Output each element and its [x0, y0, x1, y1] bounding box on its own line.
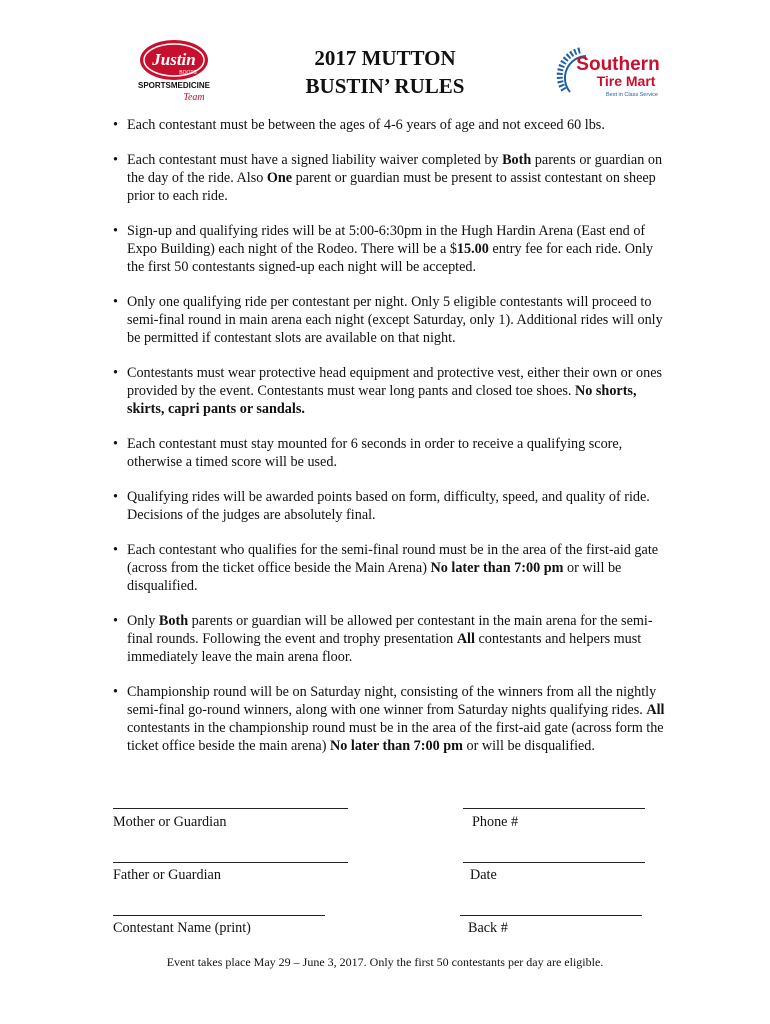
logo-tagline: Best in Class Service [606, 92, 658, 98]
rule-item [113, 612, 673, 666]
rule-text: Each contestant who qualifies for the semi-final round must be in the area of the first-aid gate (across from the ticket office beside the Main Arena) [127, 542, 659, 576]
logo-sub: BOOTS [179, 70, 197, 76]
back-number-label: Back # [468, 920, 508, 936]
rule-text: contestants and helpers must immediately leave the main arena floor. [127, 631, 642, 665]
logo-tire-mart: Tire Mart [596, 73, 656, 89]
mother-signature-line[interactable] [113, 808, 348, 809]
bullet-icon: • [113, 613, 118, 629]
southern-tire-mart-logo [542, 42, 674, 102]
bullet-icon: • [113, 436, 118, 452]
rule-item [113, 151, 673, 205]
rule-item [113, 116, 673, 134]
contestant-name-line[interactable] [113, 915, 325, 916]
rule-text: or will be disqualified. [127, 560, 622, 594]
rule-emphasis: Both [502, 152, 532, 168]
footer-note: Event takes place May 29 – June 3, 2017. Only the first 50 contestants per day are eligible. [166, 955, 604, 969]
logo-brand: Justin [152, 50, 196, 69]
rule-text: contestants in the championship round must be in the area of the first-aid gate (across form the ticket office beside the main arena) [127, 720, 664, 754]
logo-southern: Southern [576, 54, 660, 75]
rule-text: or will be disqualified. [462, 738, 595, 754]
bullet-icon: • [113, 152, 118, 168]
logo-script: Team [183, 92, 205, 103]
rule-text: Qualifying rides will be awarded points based on form, difficulty, speed, and quality of ride. Decisions of the judges are absolutely final. [127, 489, 650, 523]
title-line-1: 2017 MUTTON [314, 46, 456, 70]
rule-text: Each contestant must stay mounted for 6 seconds in order to receive a qualifying score, otherwise a timed score will be used. [127, 436, 623, 470]
rule-text: parents or guardian on the day of the ride. Also [127, 152, 663, 186]
rule-text: Contestants must wear protective head equipment and protective vest, either their own or ones provided by the event. Contestants must wear long pants and closed toe shoes. [127, 365, 663, 399]
rule-emphasis: No shorts, skirts, capri pants or sandals. [127, 383, 637, 417]
phone-label: Phone # [472, 814, 519, 830]
date-label: Date [470, 867, 497, 883]
rule-text: Each contestant must have a signed liability waiver completed by [127, 152, 503, 168]
rule-item [113, 488, 673, 524]
date-line[interactable] [463, 862, 645, 863]
bullet-icon: • [113, 489, 118, 505]
bullet-icon: • [113, 223, 118, 239]
back-number-line[interactable] [460, 915, 642, 916]
contestant-name-label: Contestant Name (print) [113, 920, 251, 936]
rule-item [113, 541, 673, 595]
father-guardian-label: Father or Guardian [113, 867, 221, 883]
father-signature-line[interactable] [113, 862, 348, 863]
bullet-icon: • [113, 294, 118, 310]
bullet-icon: • [113, 684, 118, 700]
rule-item [113, 222, 673, 276]
mother-guardian-label: Mother or Guardian [113, 814, 227, 830]
title-line-2: BUSTIN’ RULES [305, 74, 465, 98]
bullet-icon: • [113, 365, 118, 381]
page-title [260, 44, 510, 100]
rule-text: Championship round will be on Saturday night, consisting of the winners from all the nightly semi-final go-round winners, along with one winner from Saturday nights qualifying rides. [127, 684, 657, 718]
rule-emphasis: One [266, 170, 293, 186]
bullet-icon: • [113, 117, 118, 133]
rule-item [113, 683, 673, 755]
rule-text: Sign-up and qualifying rides will be at 5:00-6:30pm in the Hugh Hardin Arena (East end of Expo Building) each night of the Rodeo. There will be a $ [127, 223, 646, 257]
logo-line: SPORTSMEDICINE [137, 81, 211, 90]
bullet-icon: • [113, 542, 118, 558]
rule-item [113, 293, 673, 347]
rule-item [113, 364, 673, 418]
rule-text: entry fee for each ride. Only the first 50 contestants signed-up each night will be accepted. [127, 241, 654, 275]
phone-line[interactable] [463, 808, 645, 809]
rule-emphasis: 15.00 [456, 241, 489, 257]
rule-text: parent or guardian must be present to assist contestant on sheep prior to each ride. [127, 170, 656, 204]
rule-text: parents or guardian will be allowed per contestant in the main arena for the semi-final rounds. Following the event and trophy presentation [127, 613, 653, 647]
rule-text: Each contestant must be between the ages of 4-6 years of age and not exceed 60 lbs. [127, 117, 605, 133]
rule-emphasis: Both [158, 613, 189, 629]
justin-sportsmedicine-logo [128, 36, 220, 104]
rule-emphasis: No later than 7:00 pm [330, 738, 463, 754]
rule-emphasis: No later than 7:00 pm [430, 560, 564, 576]
rules-list [113, 116, 673, 772]
rule-text: Only [127, 613, 159, 629]
rule-emphasis: All [646, 702, 665, 718]
rule-emphasis: All [456, 631, 475, 647]
rule-text: Only one qualifying ride per contestant per night. Only 5 eligible contestants will proceed to semi-final round in main arena each night (except Saturday, only 1). Additional rides will only be permitted if contestant slots are available on that night. [127, 294, 663, 346]
rule-item [113, 435, 673, 471]
